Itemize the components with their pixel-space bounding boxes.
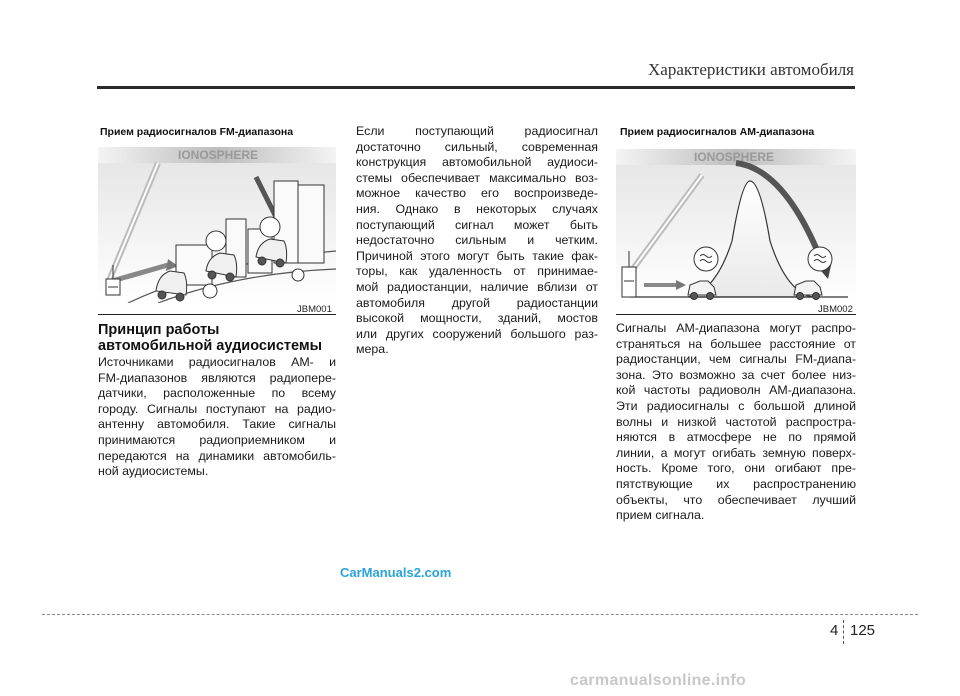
p1-line: принимаются радиоприемником и	[98, 432, 336, 447]
p1-line: FM-диапазонов являются радиопере-	[98, 370, 336, 385]
figure-am-caption: Прием радиосигналов AM-диапазона	[620, 126, 815, 138]
p2-line: достаточно сильный, современная	[356, 139, 598, 154]
p2-line: высокой мощности, зданий, мостов	[356, 311, 598, 326]
p3-line: объекты, что обеспечивает лучший	[616, 492, 856, 507]
p3-line: прием сигнала.	[616, 508, 705, 523]
p2-line: мой радиостанции, наличие вблизи от	[356, 279, 598, 294]
p3-line: линии, а могут огибать земную поверх-	[616, 445, 856, 460]
section-heading-line1: Принцип работы	[98, 322, 220, 338]
p3-line: радиостанции, чем сигналы FM-диапа-	[616, 352, 856, 367]
figure-fm-code: JBM001	[297, 304, 332, 315]
p2-line: конструкция автомобильной аудиоси-	[356, 155, 598, 170]
p2-line: автомобиля другой радиостанции	[356, 295, 598, 310]
p1-line: ной аудиосистемы.	[98, 464, 209, 479]
header-title: Характеристики автомобиля	[648, 60, 854, 79]
footer-rule	[42, 614, 918, 615]
figure-fm	[98, 141, 336, 303]
page-number: 125	[850, 622, 876, 639]
p1-line: антенну автомобиля. Такие сигналы	[98, 417, 336, 432]
p2-line: ния. Однако в некоторых случаях	[356, 201, 598, 216]
p3-line: кой частоты радиоволн AM-диапазона.	[616, 383, 856, 398]
p3-line: волны и низкой частотой распростра-	[616, 414, 856, 429]
paragraph-1	[98, 355, 336, 480]
figure-fm-caption: Прием радиосигналов FM-диапазона	[100, 126, 294, 138]
watermark-link[interactable]: CarManuals2.com	[340, 565, 452, 580]
p3-line: пятствующие их распространению	[616, 476, 856, 491]
p2-line: поступающий сигнал может быть	[356, 217, 598, 232]
p3-line: Эти радиосигналы с большой длиной	[616, 398, 856, 413]
header-rule	[97, 86, 855, 89]
section-heading-line2: автомобильной аудиосистемы	[98, 338, 322, 354]
p1-line: Источниками радиосигналов AM- и	[98, 355, 336, 369]
figure-am	[616, 141, 856, 303]
p2-line: торы, как удаленность от принимае-	[356, 264, 598, 279]
p3-line: няются в атмосфере не по прямой	[616, 430, 856, 445]
p2-line: недостаточно сильным и четким.	[356, 233, 598, 248]
p2-line: Если поступающий радиосигнал	[356, 124, 598, 138]
p1-line: городу. Сигналы поступают на радио-	[98, 401, 336, 416]
ionosphere-label: IONOSPHERE	[694, 150, 775, 164]
p1-line: датчики, расположенные по всему	[98, 386, 336, 401]
p3-line: ность. Кроме того, они огибают пре-	[616, 461, 856, 476]
paragraph-2	[356, 124, 598, 358]
p2-line: стемы обеспечивает максимально воз-	[356, 170, 598, 185]
section-number: 4	[830, 622, 839, 639]
p2-line: мера.	[356, 342, 389, 357]
p3-line: страняться на большее расстояние от	[616, 336, 856, 351]
p2-line: можное качество его воспроизведе-	[356, 186, 598, 201]
p2-line: Причиной этого могут быть такие фак-	[356, 248, 598, 263]
p3-line: зона. Это возможно за счет более низ-	[616, 367, 856, 382]
ionosphere-label: IONOSPHERE	[178, 148, 259, 162]
p2-line: или других сооружений большого раз-	[356, 326, 598, 341]
p3-line: Сигналы AM-диапазона могут распро-	[616, 321, 856, 335]
figure-am-code: JBM002	[818, 304, 853, 315]
bottom-watermark: carmanualsonline.info	[570, 672, 747, 689]
page-separator	[843, 620, 845, 644]
p1-line: передаются на динамики автомобиль-	[98, 448, 336, 463]
section-heading	[98, 322, 338, 354]
paragraph-3	[616, 321, 856, 524]
